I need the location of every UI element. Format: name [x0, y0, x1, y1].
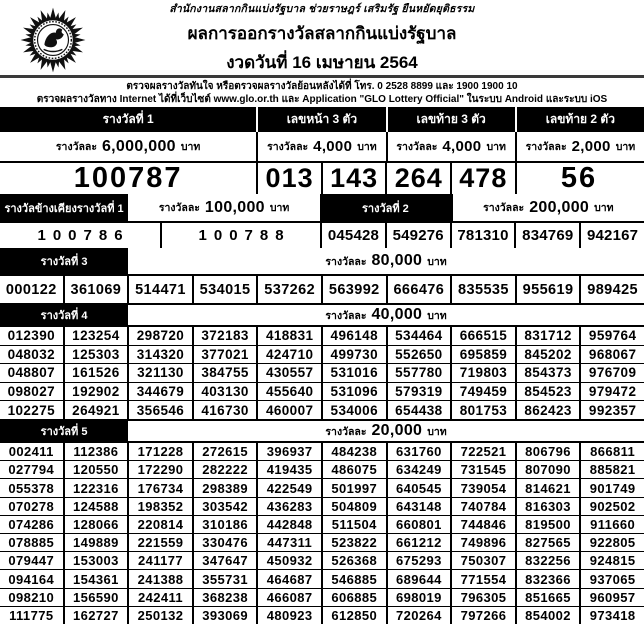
- winning-number: 781310: [450, 223, 515, 248]
- winning-number: 102275: [7, 402, 56, 418]
- winning-number: 968067: [579, 346, 644, 364]
- winning-number: 442848: [256, 516, 321, 533]
- winning-number: 422549: [256, 479, 321, 496]
- winning-number: 851665: [515, 589, 580, 606]
- winning-number: 722521: [450, 443, 515, 460]
- winning-number: 827565: [515, 534, 580, 551]
- winning-number: 282222: [192, 461, 257, 478]
- winning-number-row: [0, 382, 644, 401]
- winning-number: 563992: [321, 276, 386, 303]
- winning-number: 455640: [256, 383, 321, 401]
- winning-number: 418831: [256, 327, 321, 345]
- winning-number: 074286: [8, 516, 55, 532]
- winning-number: 606885: [321, 589, 386, 606]
- winning-number: 526368: [321, 552, 386, 569]
- winning-number: 514471: [127, 276, 192, 303]
- draw-date: งวดวันที่ 16 เมษายน 2564: [226, 52, 418, 72]
- winning-number: 430557: [256, 364, 321, 382]
- third-prize-header-row: [0, 248, 644, 276]
- winning-number-row: [0, 497, 644, 515]
- winning-number: 094164: [8, 571, 55, 587]
- winning-number: 176734: [127, 479, 192, 496]
- winning-number: 272615: [192, 443, 257, 460]
- winning-number: 960957: [579, 589, 644, 606]
- first-prize-header: รางวัลที่ 1: [0, 107, 256, 132]
- winning-number: 739054: [450, 479, 515, 496]
- fifth-prize-numbers: [0, 443, 644, 624]
- front-three-number: 143: [321, 163, 386, 194]
- winning-number-row: [0, 460, 644, 478]
- winning-number: 220814: [127, 516, 192, 533]
- winning-number: 814621: [515, 479, 580, 496]
- winning-number: 048032: [7, 346, 56, 362]
- winning-number: 171228: [127, 443, 192, 460]
- winning-number: 499730: [321, 346, 386, 364]
- winning-number: 154361: [63, 570, 128, 587]
- winning-number: 531096: [321, 383, 386, 401]
- winning-number: 654438: [386, 401, 451, 419]
- winning-number: 523822: [321, 534, 386, 551]
- last-three-amount: รางวัลละ 4,000 บาท: [386, 132, 515, 161]
- second-prize-numbers-row: [0, 221, 644, 248]
- winning-number: 396937: [256, 443, 321, 460]
- adjacent-first-prize-amount: รางวัลละ 100,000 บาท: [158, 198, 290, 216]
- winning-number: 660801: [386, 516, 451, 533]
- winning-number: 797266: [450, 607, 515, 624]
- winning-number: 368238: [192, 589, 257, 606]
- winning-number: 048807: [7, 365, 56, 381]
- winning-number: 552650: [386, 346, 451, 364]
- winning-number: 344679: [127, 383, 192, 401]
- prize-amount-row: [0, 132, 644, 163]
- winning-number: 123254: [63, 327, 128, 345]
- winning-number: 120550: [63, 461, 128, 478]
- winning-number: 689644: [386, 570, 451, 587]
- winning-number: 393069: [192, 607, 257, 624]
- winning-number: 314320: [127, 346, 192, 364]
- winning-number: 055378: [8, 480, 55, 496]
- third-prize-numbers: [0, 276, 644, 303]
- winning-number: 298389: [192, 479, 257, 496]
- winning-number: 347647: [192, 552, 257, 569]
- winning-number: 264921: [63, 401, 128, 419]
- winning-number: 303542: [192, 498, 257, 515]
- winning-number: 486075: [321, 461, 386, 478]
- fourth-prize-numbers: [0, 327, 644, 419]
- winning-number: 854002: [515, 607, 580, 624]
- fourth-prize-amount: รางวัลละ 40,000 บาท: [325, 306, 447, 323]
- winning-number-row: [0, 588, 644, 606]
- winning-number: 749896: [450, 534, 515, 551]
- winning-number: 384755: [192, 364, 257, 382]
- winning-number: 989425: [579, 276, 644, 303]
- winning-number-row: [0, 363, 644, 382]
- winning-number: 447311: [256, 534, 321, 551]
- winning-number: 241388: [127, 570, 192, 587]
- winning-number-row: [0, 606, 644, 624]
- winning-number: 911660: [579, 516, 644, 533]
- winning-number: 466087: [256, 589, 321, 606]
- winning-number: 534015: [192, 276, 257, 303]
- winning-number: 976709: [579, 364, 644, 382]
- winning-number: 221559: [127, 534, 192, 551]
- phone-check-info: ตรวจผลรางวัลทันใจ หรือตรวจผลรางวัลย้อนหลังได้ที่ โทร. 0 2528 8899 และ 1900 1900 10: [126, 80, 518, 92]
- winning-number-row: [0, 569, 644, 587]
- winning-number: 079447: [8, 553, 55, 569]
- winning-number: 579319: [386, 383, 451, 401]
- winning-number: 298720: [127, 327, 192, 345]
- third-prize-amount: รางวัลละ 80,000 บาท: [325, 252, 447, 269]
- winning-number: 436283: [256, 498, 321, 515]
- last-three-number: 478: [450, 163, 515, 194]
- winning-number: 862423: [515, 401, 580, 419]
- winning-number: 631760: [386, 443, 451, 460]
- winning-number: 796305: [450, 589, 515, 606]
- third-prize-header: รางวัลที่ 3: [0, 248, 128, 274]
- winning-number-row: [0, 478, 644, 496]
- winning-number: 149889: [63, 534, 128, 551]
- winning-number: 125303: [63, 346, 128, 364]
- winning-number: 831712: [515, 327, 580, 345]
- second-prize-numbers: [320, 223, 644, 248]
- front-three-number: 013: [256, 163, 321, 194]
- fifth-prize-header: รางวัลที่ 5: [0, 421, 128, 441]
- fourth-prize-header-row: [0, 303, 644, 327]
- adjacent-first-prize-header: รางวัลข้างเคียงรางวัลที่ 1: [0, 194, 128, 221]
- winning-number: 771554: [450, 570, 515, 587]
- winning-number: 355731: [192, 570, 257, 587]
- winning-number: 740784: [450, 498, 515, 515]
- winning-number: 537262: [256, 276, 321, 303]
- winning-number: 162727: [63, 607, 128, 624]
- winning-number: 719803: [450, 364, 515, 382]
- winning-number: 922805: [579, 534, 644, 551]
- fifth-prize-amount: รางวัลละ 20,000 บาท: [325, 422, 447, 439]
- winning-number: 156590: [63, 589, 128, 606]
- winning-number: 549276: [385, 223, 450, 248]
- winning-number: 361069: [63, 276, 128, 303]
- winning-number: 634249: [386, 461, 451, 478]
- winning-number-row: [0, 443, 644, 460]
- internet-check-info: ตรวจผลรางวัลทาง Internet ได้ที่เว็บไซต์ www.glo.or.th และ Application "GLO Lottery Official" ในระบบ Android และระบบ iOS: [36, 93, 608, 105]
- winning-number-row: [0, 515, 644, 533]
- adjacent-first-number: 100786: [37, 227, 130, 244]
- winning-number: 460007: [256, 401, 321, 419]
- winning-number: 675293: [386, 552, 451, 569]
- winning-number: 534464: [386, 327, 451, 345]
- winning-number: 192902: [63, 383, 128, 401]
- winning-number: 901749: [579, 479, 644, 496]
- winning-number: 640545: [386, 479, 451, 496]
- winning-number: 172290: [127, 461, 192, 478]
- last-three-header: เลขท้าย 3 ตัว: [386, 107, 515, 132]
- winning-number: 424710: [256, 346, 321, 364]
- winning-number: 480923: [256, 607, 321, 624]
- winning-number: 924815: [579, 552, 644, 569]
- second-prize-amount: รางวัลละ 200,000 บาท: [451, 194, 644, 221]
- winning-number-row: [0, 400, 644, 419]
- winning-number: 098210: [8, 589, 55, 605]
- winning-number: 854523: [515, 383, 580, 401]
- winning-number: 250132: [127, 607, 192, 624]
- winning-number: 496148: [321, 327, 386, 345]
- winning-number: 992357: [579, 401, 644, 419]
- winning-number: 807090: [515, 461, 580, 478]
- winning-number: 242411: [127, 589, 192, 606]
- winning-number: 045428: [327, 227, 380, 244]
- winning-number: 750307: [450, 552, 515, 569]
- winning-number: 161526: [63, 364, 128, 382]
- fourth-prize-header: รางวัลที่ 4: [0, 305, 128, 325]
- last-two-amount: รางวัลละ 2,000 บาท: [515, 132, 644, 161]
- winning-number: 419435: [256, 461, 321, 478]
- winning-number: 666515: [450, 327, 515, 345]
- lottery-office-seal-icon: [14, 4, 92, 76]
- winning-number: 198352: [127, 498, 192, 515]
- winning-number: 128066: [63, 516, 128, 533]
- winning-number: 866811: [579, 443, 644, 460]
- winning-number: 330476: [192, 534, 257, 551]
- winning-number: 937065: [579, 570, 644, 587]
- office-motto: สำนักงานสลากกินแบ่งรัฐบาล ช่วยราษฎร์ เสริมรัฐ ยืนหยัดยุติธรรม: [169, 2, 475, 15]
- last-three-number: 264: [385, 163, 450, 194]
- winning-number: 356546: [127, 401, 192, 419]
- winning-number: 504809: [321, 498, 386, 515]
- winning-number: 501997: [321, 479, 386, 496]
- winning-number: 749459: [450, 383, 515, 401]
- winning-number: 122316: [63, 479, 128, 496]
- winning-number: 124588: [63, 498, 128, 515]
- winning-number: 744846: [450, 516, 515, 533]
- winning-number: 835535: [450, 276, 515, 303]
- winning-number: 310186: [192, 516, 257, 533]
- winning-number: 012390: [7, 328, 56, 344]
- winning-number: 112386: [63, 443, 128, 460]
- winning-number: 832366: [515, 570, 580, 587]
- winning-number: 027794: [8, 462, 55, 478]
- winning-number: 416730: [192, 401, 257, 419]
- adjacent-first-number: 100788: [160, 223, 320, 248]
- winning-number: 111775: [9, 607, 54, 623]
- winning-number: 666476: [386, 276, 451, 303]
- winning-number: 372183: [192, 327, 257, 345]
- winning-number: 661212: [386, 534, 451, 551]
- winning-number: 973418: [579, 607, 644, 624]
- winning-number: 801753: [450, 401, 515, 419]
- winning-number-row: [0, 345, 644, 364]
- winning-number: 832256: [515, 552, 580, 569]
- front-three-amount: รางวัลละ 4,000 บาท: [256, 132, 385, 161]
- second-prize-header: รางวัลที่ 2: [320, 194, 451, 221]
- masthead: [0, 0, 644, 78]
- winning-number: 834769: [514, 223, 579, 248]
- winning-number: 695859: [450, 346, 515, 364]
- winning-number: 942167: [579, 223, 644, 248]
- winning-number: 403130: [192, 383, 257, 401]
- winning-number: 720264: [386, 607, 451, 624]
- winning-number: 979472: [579, 383, 644, 401]
- winning-number: 002411: [8, 444, 54, 460]
- winning-number-row: [0, 533, 644, 551]
- winning-number: 806796: [515, 443, 580, 460]
- winning-number: 845202: [515, 346, 580, 364]
- winning-number: 098027: [7, 384, 56, 400]
- winning-number-row: [0, 551, 644, 569]
- contact-info: [0, 78, 644, 107]
- top-winning-numbers-row: [0, 163, 644, 194]
- front-three-header: เลขหน้า 3 ตัว: [256, 107, 385, 132]
- second-prize-header-row: [0, 194, 644, 221]
- winning-number: 321130: [127, 364, 192, 382]
- winning-number: 643148: [386, 498, 451, 515]
- winning-number: 816303: [515, 498, 580, 515]
- winning-number: 511504: [321, 516, 386, 533]
- winning-number: 531016: [321, 364, 386, 382]
- winning-number: 731545: [450, 461, 515, 478]
- winning-number: 819500: [515, 516, 580, 533]
- winning-number: 450932: [256, 552, 321, 569]
- winning-number: 464687: [256, 570, 321, 587]
- winning-number: 885821: [579, 461, 644, 478]
- winning-number: 959764: [579, 327, 644, 345]
- winning-number: 557780: [386, 364, 451, 382]
- winning-number: 955619: [515, 276, 580, 303]
- winning-number-row: [0, 327, 644, 345]
- winning-number: 534006: [321, 401, 386, 419]
- winning-number: 153003: [63, 552, 128, 569]
- winning-number: 546885: [321, 570, 386, 587]
- winning-number: 698019: [386, 589, 451, 606]
- winning-number: 484238: [321, 443, 386, 460]
- page-title: ผลการออกรางวัลสลากกินแบ่งรัฐบาล: [187, 23, 457, 43]
- first-prize-number: 100787: [73, 162, 183, 194]
- winning-number: 854373: [515, 364, 580, 382]
- winning-number: 070278: [8, 498, 55, 514]
- last-two-number: 56: [515, 163, 642, 194]
- winning-number: 000122: [5, 281, 57, 298]
- last-two-header: เลขท้าย 2 ตัว: [515, 107, 644, 132]
- winning-number: 241177: [127, 552, 192, 569]
- winning-number: 377021: [192, 346, 257, 364]
- winning-number: 078885: [8, 535, 55, 551]
- first-prize-amount: รางวัลละ 6,000,000 บาท: [55, 137, 201, 155]
- fifth-prize-header-row: [0, 419, 644, 443]
- winning-number: 612850: [321, 607, 386, 624]
- prize-type-header-row: [0, 107, 644, 132]
- winning-number: 902502: [579, 498, 644, 515]
